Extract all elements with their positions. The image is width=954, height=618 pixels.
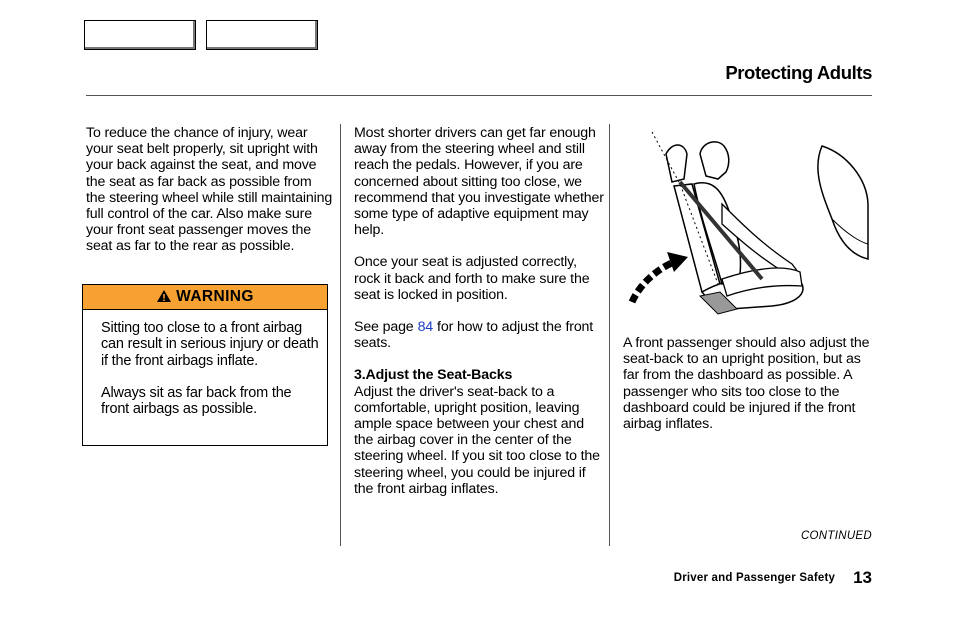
seat-backs-paragraph: Adjust the driver's seat-back to a comfortable, upright position, leaving ample space between your chest and the airbag cover in the center of the steering wheel. If you sit too close to the steering wheel, you could be injured if the front airbag inflates. bbox=[354, 383, 600, 497]
nav-button-right[interactable] bbox=[206, 20, 318, 50]
intro-paragraph: To reduce the chance of injury, wear your seat belt properly, sit upright with your back against the seat, and move the seat as far back as possible from the steering wheel while still maintaining full control of the car. Also make sure your front seat passenger moves the seat as far to the rear as possible. bbox=[86, 125, 333, 255]
see-page-prefix: See page bbox=[354, 319, 414, 336]
header-divider bbox=[86, 95, 872, 96]
page-number: 13 bbox=[853, 568, 872, 587]
page-title: Protecting Adults bbox=[725, 62, 872, 83]
warning-box bbox=[82, 284, 328, 446]
warning-body bbox=[83, 310, 327, 417]
page-footer bbox=[674, 568, 872, 588]
passenger-paragraph: A front passenger should also adjust the seat-back to an upright position, but as far from the dashboard as possible. A passenger who sits too close to the dashboard could be injured if the front airbag inflates. bbox=[623, 335, 870, 433]
warning-text-2: Always sit as far back from the front airbags as possible. bbox=[101, 384, 292, 418]
seat-backs-heading: 3.Adjust the Seat-Backs bbox=[354, 367, 513, 384]
warning-text-1: Sitting too close to a front airbag can result in serious injury or death if the front airbags inflate. bbox=[101, 320, 319, 369]
continued-label: CONTINUED bbox=[800, 530, 872, 542]
rock-seat-paragraph: Once your seat is adjusted correctly, rock it back and forth to make sure the seat is locked in position. bbox=[354, 254, 590, 303]
page-link-84[interactable]: 84 bbox=[417, 319, 434, 336]
footer-section-title: Driver and Passenger Safety bbox=[673, 572, 836, 584]
see-page-suffix: for how to adjust the front seats. bbox=[354, 319, 594, 352]
column-divider-2 bbox=[609, 124, 610, 546]
column-middle bbox=[354, 125, 604, 497]
shorter-drivers-paragraph: Most shorter drivers can get far enough away from the steering wheel and still reach the pedals. However, if you are concerned about sitting too close, we recommend that you investigate whether some type of adaptive equipment may help. bbox=[354, 125, 604, 239]
column-divider-1 bbox=[340, 124, 341, 546]
warning-header bbox=[83, 285, 327, 310]
column-left bbox=[86, 125, 334, 255]
column-right bbox=[623, 335, 873, 432]
see-page-paragraph bbox=[354, 319, 604, 351]
warning-triangle-icon bbox=[156, 289, 172, 303]
seat-adjustment-illustration bbox=[622, 124, 872, 324]
warning-label: WARNING bbox=[176, 288, 254, 305]
nav-button-left[interactable] bbox=[84, 20, 196, 50]
